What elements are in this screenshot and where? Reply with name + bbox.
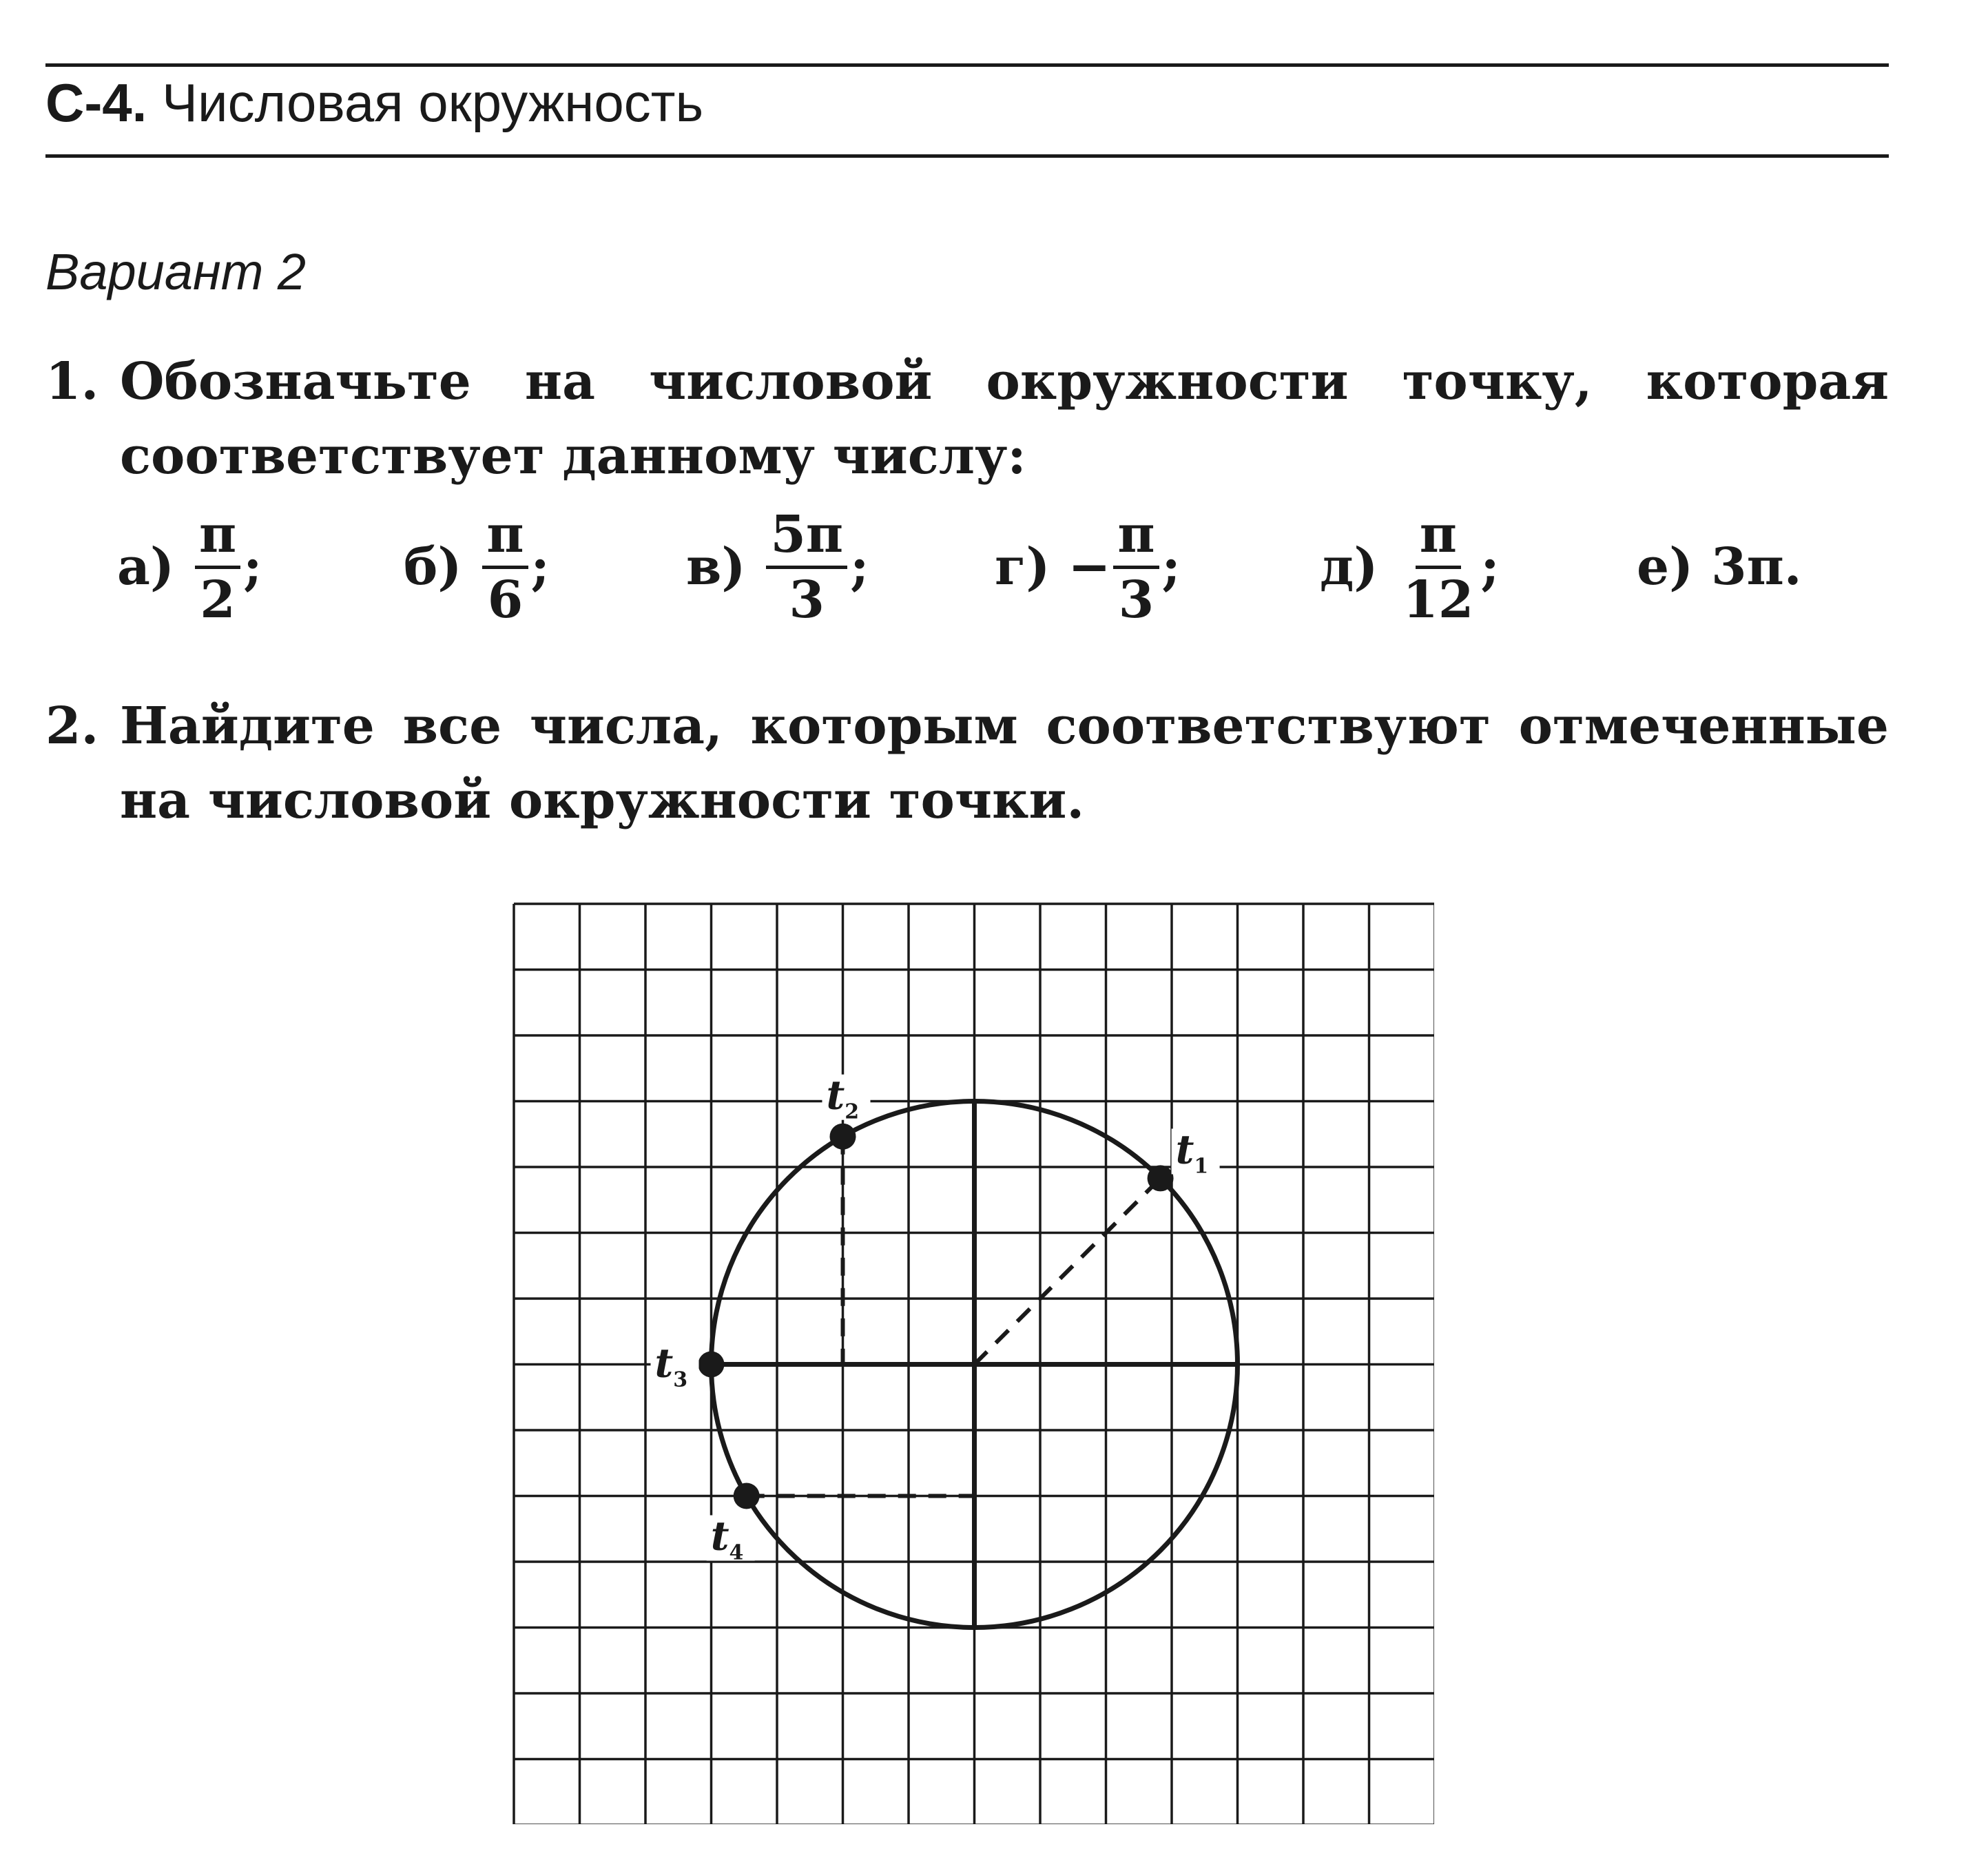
option-label: а) — [117, 537, 174, 597]
fraction-numerator: 5π — [766, 509, 847, 569]
fraction-denominator: 12 — [1402, 570, 1474, 630]
option-value: 3π. — [1711, 537, 1802, 597]
point-label-t1: $t_1$ — [1175, 1126, 1209, 1179]
option-b — [404, 502, 550, 632]
option-fraction — [1398, 504, 1478, 630]
option-label: д) — [1320, 537, 1378, 597]
option-e — [1637, 502, 1802, 632]
option-label: е) — [1637, 537, 1694, 597]
option-label: в) — [686, 537, 746, 597]
point-label-t4: $t_4$ — [710, 1512, 744, 1565]
number-circle-figure — [508, 898, 1434, 1824]
option-separator: ; — [1480, 537, 1500, 597]
projection-lines — [747, 1137, 1161, 1496]
option-fraction — [195, 504, 240, 630]
option-fraction — [766, 504, 847, 630]
dashed-radius-t1 — [975, 1178, 1161, 1364]
task-1-text: Обозначьте на числовой окружности точку, которая соответствует данному числу: — [120, 352, 1889, 486]
fraction-denominator: 3 — [789, 570, 825, 630]
option-a — [117, 502, 262, 632]
task-2-text: Найдите все числа, которым соответствуют отмеченные на числовой окружности точки. — [120, 696, 1889, 830]
option-separator: ; — [530, 537, 550, 597]
fraction-numerator: π — [195, 509, 240, 569]
variant-title: Вариант 2 — [45, 243, 307, 300]
option-g — [995, 502, 1181, 632]
option-separator: ; — [1161, 537, 1181, 597]
fraction-numerator: π — [1113, 509, 1159, 569]
point-marker-t2 — [830, 1124, 856, 1150]
fraction-numerator: π — [1416, 509, 1461, 569]
point-marker-t1 — [1148, 1165, 1174, 1191]
fraction-denominator: 6 — [487, 570, 524, 630]
section-title: Числовая окружность — [162, 72, 704, 133]
option-label: б) — [404, 537, 462, 597]
fraction-denominator: 2 — [200, 570, 236, 630]
fraction-denominator: 3 — [1118, 570, 1155, 630]
option-fraction — [482, 504, 528, 630]
section-code: С-4. — [45, 72, 147, 133]
fraction-numerator: π — [482, 509, 528, 569]
option-separator: ; — [243, 537, 262, 597]
task-2 — [45, 689, 1889, 838]
option-fraction — [1113, 504, 1159, 630]
option-d — [1320, 502, 1500, 632]
point-label-t3: $t_3$ — [654, 1339, 688, 1392]
task-2-number: 2. — [45, 696, 99, 756]
option-separator: ; — [850, 537, 869, 597]
option-sign: − — [1068, 537, 1111, 597]
point-label-t2: $t_2$ — [826, 1071, 860, 1124]
marked-points — [651, 1072, 1220, 1565]
option-label: г) — [995, 537, 1050, 597]
task-1-number: 1. — [45, 352, 99, 411]
point-marker-t4 — [734, 1483, 760, 1509]
option-v — [686, 502, 869, 632]
point-marker-t3 — [698, 1352, 725, 1378]
